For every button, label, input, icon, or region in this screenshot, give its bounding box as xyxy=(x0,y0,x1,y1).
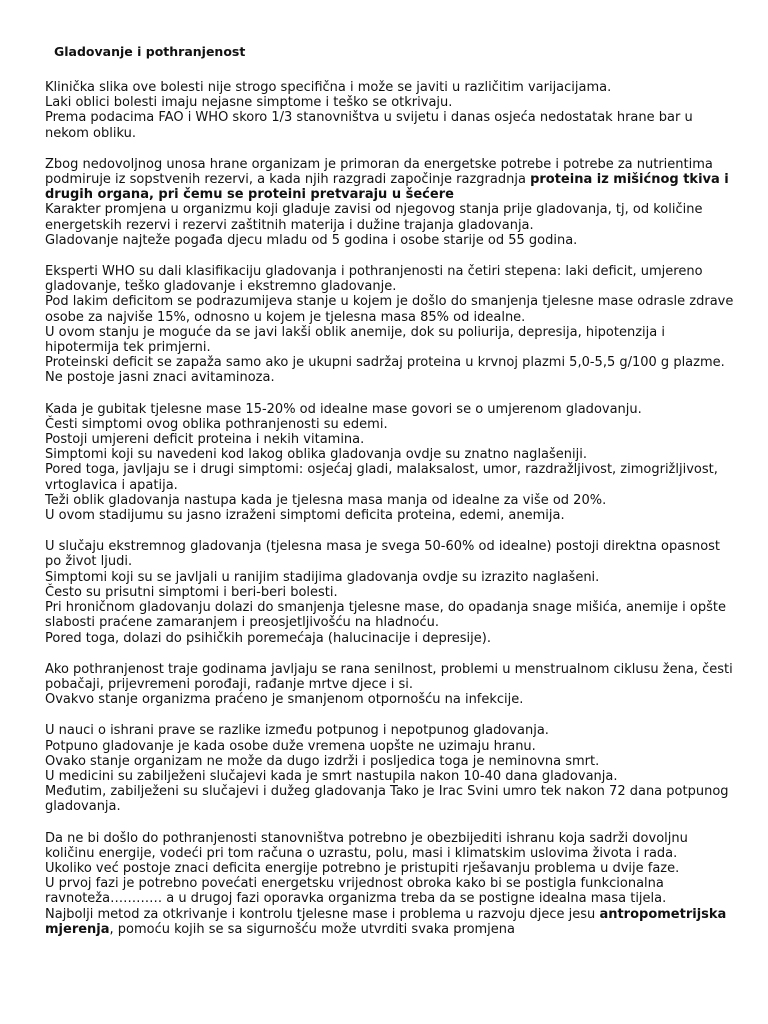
text-line xyxy=(45,876,735,891)
text-segment: nekom obliku. xyxy=(45,125,136,141)
text-segment: pobačaji, prijevremeni porođaji, rađanje mrtve djece i si. xyxy=(45,676,414,692)
paragraph xyxy=(45,723,735,814)
text-segment: Prema podacima FAO i WHO skoro 1/3 stanovništva u svijetu i danas osjeća nedostatak hrane bar u xyxy=(45,110,693,126)
bold-text-segment: drugih organa, pri čemu se proteini pretvaraju u šećere xyxy=(45,187,454,203)
text-line xyxy=(45,754,735,769)
text-line xyxy=(45,478,735,493)
text-line xyxy=(45,95,735,110)
text-line xyxy=(45,907,735,922)
text-line xyxy=(45,157,735,172)
text-line xyxy=(45,723,735,738)
text-segment: Ovako stanje organizam ne može da dugo izdrži i posljedica toga je neminovna smrt. xyxy=(45,753,600,769)
text-line xyxy=(45,202,735,217)
text-line xyxy=(45,554,735,569)
text-line xyxy=(45,370,735,385)
text-segment: Ovakvo stanje organizma praćeno je smanjenom otpornošću na infekcije. xyxy=(45,692,524,708)
text-line xyxy=(45,264,735,279)
paragraph xyxy=(45,80,735,141)
bold-text-segment: mjerenja xyxy=(45,921,110,937)
text-segment: Laki oblici bolesti imaju nejasne simptome i teško se otkrivaju. xyxy=(45,95,453,111)
text-segment: , pomoću kojih se sa sigurnošću može utvrditi svaka promjena xyxy=(109,921,516,937)
text-line xyxy=(45,799,735,814)
bold-text-segment: proteina iz mišićnog tkiva i xyxy=(530,172,729,188)
text-segment: Česti simptomi ovog oblika pothranjenosti su edemi. xyxy=(45,416,388,432)
text-segment: U nauci o ishrani prave se razlike između potpunog i nepotpunog gladovanja. xyxy=(45,723,549,739)
text-line xyxy=(45,831,735,846)
text-segment: Klinička slika ove bolesti nije strogo specifična i može se javiti u različitim varijacijama. xyxy=(45,80,612,95)
text-segment: Ako pothranjenost traje godinama javljaju se rana senilnost, problemi u menstrualnom ciklusu žena, česti xyxy=(45,661,733,677)
text-line xyxy=(45,233,735,248)
document-title: Gladovanje i pothranjenost xyxy=(54,44,246,59)
text-line xyxy=(45,402,735,417)
text-segment: U prvoj fazi je potrebno povećati energetsku vrijednost obroka kako bi se postigla funkcionalna xyxy=(45,876,664,892)
text-line xyxy=(45,662,735,677)
text-segment: Eksperti WHO su dali klasifikaciju gladovanja i pothranjenosti na četiri stepena: laki deficit, umjereno xyxy=(45,264,703,280)
text-segment: Ukoliko već postoje znaci deficita energije potrebno je pristupiti rješavanju problema u dvije faze. xyxy=(45,860,680,876)
paragraph xyxy=(45,539,735,645)
text-line xyxy=(45,462,735,477)
text-segment: Često su prisutni simptomi i beri-beri bolesti. xyxy=(45,584,338,600)
text-segment: Međutim, zabilježeni su slučajevi i dužeg gladovanja Tako je Irac Svini umro tek nakon 72 dana potpunog xyxy=(45,784,729,800)
text-segment: Pored toga, javljaju se i drugi simptomi: osjećaj gladi, malaksalost, umor, razdražljivost, zimogrižljivost, xyxy=(45,462,718,478)
document-body xyxy=(45,80,735,937)
text-line xyxy=(45,310,735,325)
text-line xyxy=(45,279,735,294)
text-segment: hipotermija tek primjerni. xyxy=(45,340,211,356)
text-segment: Simptomi koji su se javljali u ranijim stadijima gladovanja ovdje su izrazito naglašeni. xyxy=(45,569,600,585)
text-line xyxy=(45,615,735,630)
text-line xyxy=(45,355,735,370)
text-segment: Gladovanje najteže pogađa djecu mladu od 5 godina i osobe starije od 55 godina. xyxy=(45,232,578,248)
text-segment: gladovanja. xyxy=(45,799,121,815)
text-segment: Ne postoje jasni znaci avitaminoza. xyxy=(45,370,275,386)
text-line xyxy=(45,340,735,355)
text-line xyxy=(45,861,735,876)
text-segment: U ovom stadijumu su jasno izraženi simptomi deficita proteina, edemi, anemija. xyxy=(45,508,565,524)
text-line xyxy=(45,677,735,692)
text-line xyxy=(45,585,735,600)
text-segment: podmiruje iz sopstvenih rezervi, a kada njih razgradi započinje razgradnja xyxy=(45,172,531,188)
text-line xyxy=(45,432,735,447)
text-line xyxy=(45,493,735,508)
text-line xyxy=(45,631,735,646)
text-segment: po život ljudi. xyxy=(45,554,133,570)
text-segment: Simptomi koji su navedeni kod lakog oblika gladovanja ovdje su znatno naglašeniji. xyxy=(45,447,587,463)
paragraph xyxy=(45,662,735,708)
paragraph xyxy=(45,831,735,937)
text-segment: U ovom stanju je moguće da se javi lakši oblik anemije, dok su poliurija, depresija, hipotenzija i xyxy=(45,324,665,340)
text-segment: U slučaju ekstremnog gladovanja (tjelesna masa je svega 50-60% od idealne) postoji direktna opasnost xyxy=(45,539,721,555)
text-segment: Pod lakim deficitom se podrazumijeva stanje u kojem je došlo do smanjenja tjelesne mase odrasle zdrave xyxy=(45,294,734,310)
text-line xyxy=(45,784,735,799)
text-line xyxy=(45,417,735,432)
text-segment: Pored toga, dolazi do psihičkih poremećaja (halucinacije i depresije). xyxy=(45,630,491,646)
text-line xyxy=(45,769,735,784)
text-segment: osobe za najviše 15%, odnosno u kojem je tjelesna masa 85% od idealne. xyxy=(45,309,526,325)
text-line xyxy=(45,600,735,615)
text-segment: Da ne bi došlo do pothranjenosti stanovništva potrebno je obezbijediti ishranu koja sadrži dovoljnu xyxy=(45,830,688,846)
text-line xyxy=(45,294,735,309)
text-line xyxy=(45,891,735,906)
text-line xyxy=(45,218,735,233)
text-line xyxy=(45,692,735,707)
paragraph xyxy=(45,402,735,524)
paragraph xyxy=(45,157,735,248)
text-segment: Karakter promjena u organizmu koji gladuje zavisi od njegovog stanja prije gladovanja, tj, od količine xyxy=(45,202,703,218)
text-segment: gladovanje, teško gladovanje i ekstremno gladovanje. xyxy=(45,279,397,295)
text-line xyxy=(45,846,735,861)
text-segment: Zbog nedovoljnog unosa hrane organizam je primoran da energetske potrebe i potrebe za nutrientima xyxy=(45,156,713,172)
text-segment: vrtoglavica i apatija. xyxy=(45,477,178,493)
text-line xyxy=(45,126,735,141)
text-segment: količinu energije, vodeći pri tom računa o uzrastu, polu, masi i klimatskim uslovima života i rada. xyxy=(45,845,678,861)
text-line xyxy=(45,508,735,523)
text-segment: Postoji umjereni deficit proteina i nekih vitamina. xyxy=(45,432,365,448)
text-segment: Najbolji metod za otkrivanje i kontrolu tjelesne mase i problema u razvoju djece jesu xyxy=(45,906,600,922)
text-segment: Kada je gubitak tjelesne mase 15-20% od idealne mase govori se o umjerenom gladovanju. xyxy=(45,401,642,417)
text-segment: ravnoteža………… a u drugoj fazi oporavka organizma treba da se postigne idealna masa tijela. xyxy=(45,891,667,907)
text-segment: Pri hroničnom gladovanju dolazi do smanjenja tjelesne mase, do opadanja snage mišića, anemije i opšte xyxy=(45,600,726,616)
document-page xyxy=(45,44,735,953)
paragraph xyxy=(45,264,735,386)
text-line xyxy=(45,570,735,585)
text-segment: Potpuno gladovanje je kada osobe duže vremena uopšte ne uzimaju hranu. xyxy=(45,738,536,754)
text-line xyxy=(45,110,735,125)
text-segment: U medicini su zabilježeni slučajevi kada je smrt nastupila nakon 10-40 dana gladovanja. xyxy=(45,768,618,784)
text-segment: energetskih rezervi i rezervi zaštitnih materija i dužine trajanja gladovanja. xyxy=(45,217,534,233)
text-segment: slabosti praćene zamaranjem i preosjetljivošću na hladnoću. xyxy=(45,615,440,631)
text-line xyxy=(45,325,735,340)
text-segment: Teži oblik gladovanja nastupa kada je tjelesna masa manja od idealne za više od 20%. xyxy=(45,492,607,508)
text-line xyxy=(45,922,735,937)
text-line xyxy=(45,80,735,95)
text-line xyxy=(45,172,735,187)
text-segment: Proteinski deficit se zapaža samo ako je ukupni sadržaj proteina u krvnoj plazmi 5,0-5,5 g/100 g plazme. xyxy=(45,355,725,371)
text-line xyxy=(45,739,735,754)
text-line xyxy=(45,539,735,554)
bold-text-segment: antropometrijska xyxy=(599,906,727,922)
text-line xyxy=(45,187,735,202)
text-line xyxy=(45,447,735,462)
